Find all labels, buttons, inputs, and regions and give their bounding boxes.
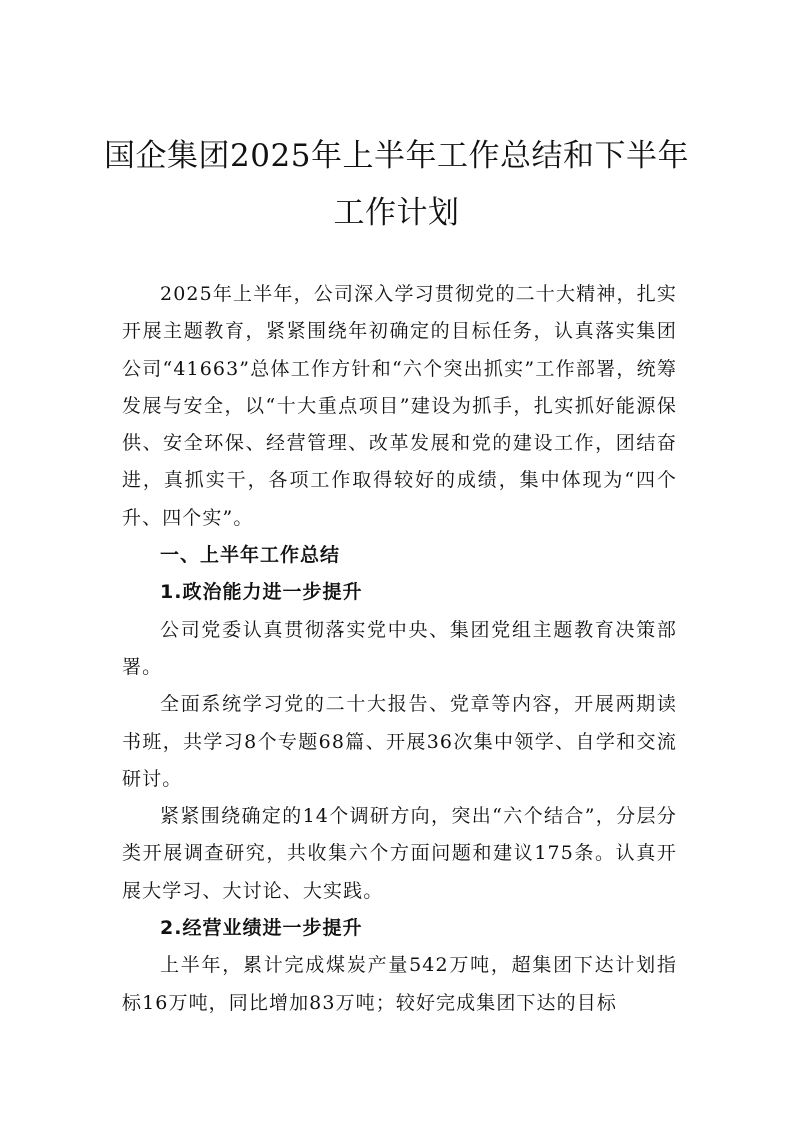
subsection-heading-2: 2.经营业绩进一步提升 (160, 917, 363, 940)
section-heading-1: 一、上半年工作总结 (160, 544, 341, 567)
document-body (122, 276, 677, 1022)
paragraph: 公司党委认真贯彻落实党中央、集团党组主题教育决策部署。 (122, 618, 677, 678)
paragraph: 上半年，累计完成煤炭产量542万吨，超集团下达计划指标16万吨，同比增加83万吨；较好完成集团下达的目标 (122, 954, 677, 1014)
subsection-heading-1: 1.政治能力进一步提升 (160, 581, 363, 604)
intro-paragraph: 2025年上半年，公司深入学习贯彻党的二十大精神，扎实开展主题教育，紧紧围绕年初确定的目标任务，认真落实集团公司“41663”总体工作方针和“六个突出抓实”工作部署，统筹发展与安全，以“十大重点项目”建设为抓手，扎实抓好能源保供、安全环保、经营管理、改革发展和党的建设工作，团结奋进，真抓实干，各项工作取得较好的成绩，集中体现为“四个升、四个实”。 (122, 283, 677, 529)
paragraph: 全面系统学习党的二十大报告、党章等内容，开展两期读书班，共学习8个专题68篇、开展36次集中领学、自学和交流研讨。 (122, 693, 677, 790)
paragraph: 紧紧围绕确定的14个调研方向，突出“六个结合”，分层分类开展调查研究，共收集六个方面问题和建议175条。认真开展大学习、大讨论、大实践。 (122, 805, 677, 902)
document-title-line-1: 国企集团2025年上半年工作总结和下半年 (104, 138, 689, 174)
document-title-line-2: 工作计划 (333, 195, 460, 231)
